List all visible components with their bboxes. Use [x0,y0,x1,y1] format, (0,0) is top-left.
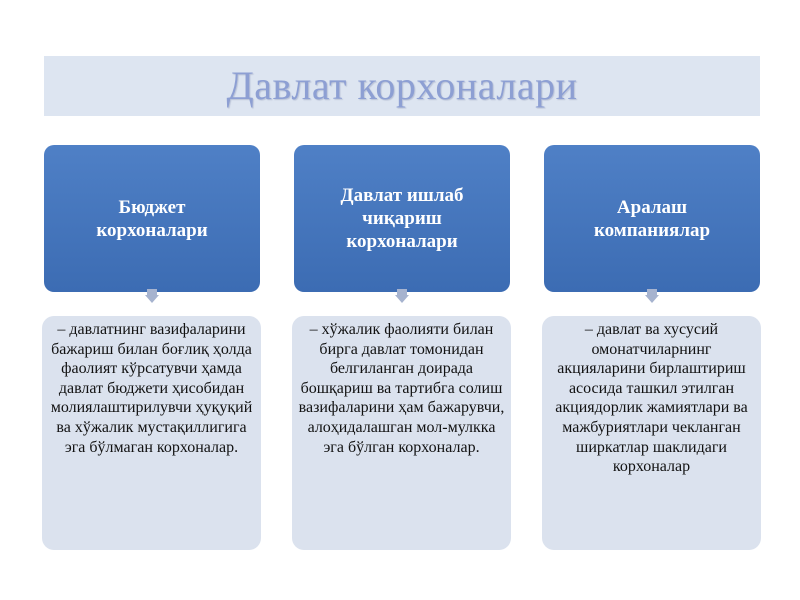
box-state-production-enterprises: Давлат ишлаб чиқариш корхоналари [294,145,510,292]
diagram-title: Давлат корхоналари [226,63,578,108]
down-arrow-icon [145,295,159,303]
box-budget-enterprises: Бюджет корхоналари [44,145,260,292]
description-mixed-companies: – давлат ва хусусий омонатчиларнинг акцияларини бирлаштириш асосида ташкил этилган акциядорлик жамиятлари ва мажбуриятлари чекланган ширкатлар шаклидаги корхоналар [542,316,761,550]
box-mixed-companies: Аралаш компаниялар [544,145,760,292]
description-budget-enterprises: – давлатнинг вазифаларини бажариш билан боғлиқ ҳолда фаолият кўрсатувчи ҳамда давлат бюджети ҳисобидан молиялаштирилувчи ҳуқуқий ва хўжалик мустақиллигига эга бўлмаган корхоналар. [42,316,261,550]
down-arrow-icon [645,295,659,303]
description-state-production-enterprises: – хўжалик фаолияти билан бирга давлат томонидан белгиланган доирада бошқариш ва тартибга солиш вазифаларини ҳам бажарувчи, алоҳидалашган мол-мулкка эга бўлган корхоналар. [292,316,511,550]
down-arrow-icon [395,295,409,303]
